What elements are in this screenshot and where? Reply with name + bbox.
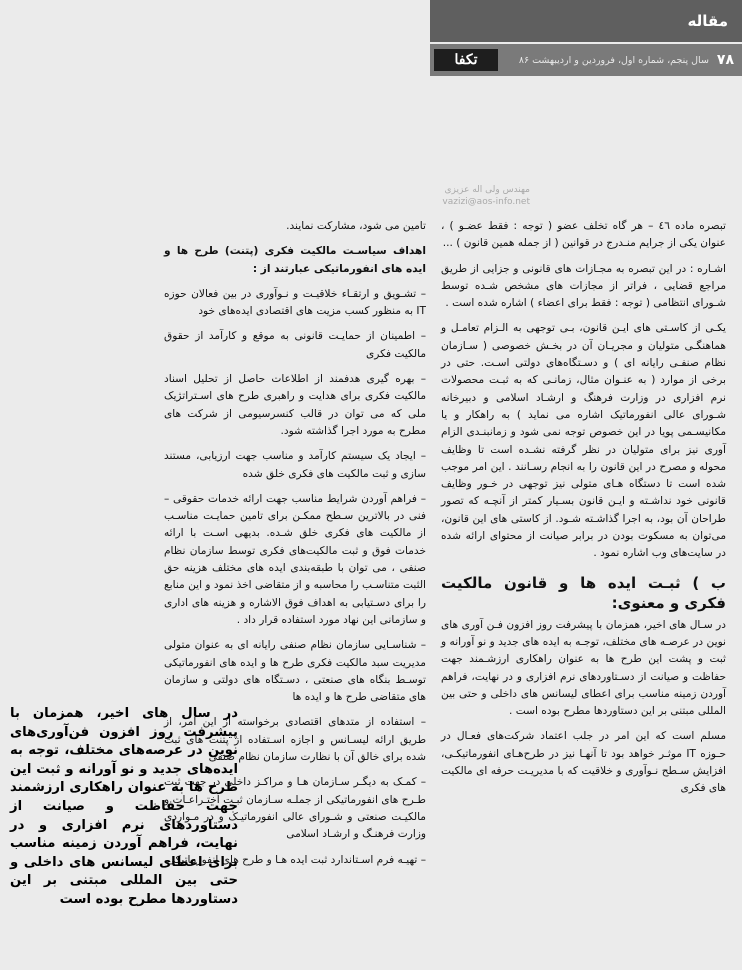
page-number: ۷۸ — [716, 52, 734, 68]
pull-quote: در سال های اخیر، همزمان با پیشرفت روز افزون فن‌آوری‌های نوین در عرصه‌های مختلف، توجه به ایده‌های جدید و نو آورانه و ثبت این طرح ها به عنوان راهکاری ارزشمند جهت حفاظت و صیانت از دستاوردهای نرم افزاری و در نهایت، فراهم آوردن زمینه مناسب برای اعطای لیسانس های داخلی و حتی بین المللی مبتنی بر این دستاوردها مطرح بوده است — [10, 706, 238, 907]
paragraph: اشـاره : در این تبصره به مجـازات های قانونی و جزایی از طریق مراجع قضایی ، فراتر از مجازات های مشخص شـده توسط شـورای انتظامی ( توجه : فقط برای اعضاء ) اشاره شده است . — [441, 262, 726, 310]
author-email: vazizi@aos-info.net — [442, 197, 530, 207]
list-item: – فراهم آوردن شرایط مناسب جهت ارائه خدمات حقوقی – فنی در بالاترین سـطح ممکـن برای تامین حمایـت مناسـب از مالکیت های فکری خلق شـده. بدیهی اسـت با ارائه خدمات فوق و ثبت مالکیت‌های فکری توسط سازمان نظام صنفی ، می توان با طبقه‌بندی ایده های مختلف هزینه حق الثبت متناسـب را محاسبه و از متقاضی اخذ نمود و این منابع را برای دسـتیابی به اهداف فوق الاشاره و هزینه های اداری و سازمانی این نهاد مورد استفاده قرار داد . — [164, 492, 426, 626]
issue-bar — [430, 44, 742, 76]
list-item: – بهره گیری هدفمند از اطلاعات حاصل از تحلیل اسناد مالکیت فکری برای هدایت و راهبری طرح های اسـتراتژیک ملی که می توان در قالب کنسرسیومی از شرکت های مطرح به مورد اجرا گذاشته شود. — [164, 373, 426, 437]
list-item: – استفاده از متدهای اقتصادی برخواسته از این امر، از طریق ارائه لیسـانس و اجازه اسـتفاده از پتنت های ثبت شده برای خالق آن با نظارت سازمان نظام صنفی — [164, 716, 426, 764]
paragraph: در سـال های اخیر، همزمان با پیشرفت روز افزون فـن آوری های نوین در عرصـه های مختلف، توجـه به ایده های جدید و نو آورانه و ثبت و پشت این طرح ها به عنوان راهکاری ارزشـمند جهت حفاظت و صیانت از دسـتاوردهای نرم افزاری و در نهایت، فراهم آوردن زمینه مناسب برای اعطای لیسانس های داخلی و حتی بین المللی مبتنی بر این دستاوردها مطرح بوده است . — [441, 618, 726, 718]
paragraph: تبصره ماده ٤٦ – هر گاه تخلف عضو ( توجه : فقط عضـو ) ، عنوان یکی از جرایم منـدرج در قوانین ( از جمله همین قانون ) ... — [441, 220, 726, 250]
author-name: مهندس ولی اله عزیزی — [444, 185, 530, 195]
section-header-bar — [430, 0, 742, 42]
list-item: – شناسـایی سازمان نظام صنفی رایانه ای به عنوان متولی مدیریت سبد مالکیت فکری طرح ها و ایده های انفورماتیکی توسـط بنگاه های صنعتی ، دسـتگاه های دولتی و سازمان های متقاضی طرح ها و ایده ها — [164, 639, 426, 704]
list-title: اهداف سیاسـت مالکیت فکری (پتنت) طرح ها و ایده های انفورماتیکی عبارتند از : — [164, 245, 426, 275]
issue-info: سال پنجم، شماره اول، فروردین و اردیبهشت ۸۶ — [518, 54, 709, 66]
author-note — [410, 184, 530, 208]
right-column — [441, 218, 726, 806]
paragraph: تامین می شود، مشارکت نمایند. — [286, 220, 426, 232]
list-item: – تهیـه فرم اسـتاندارد ثبت ایده هـا و طرح های انفورماتیکی — [166, 853, 426, 866]
section-heading: ب ) ثبـت ایده ها و قانون مالکیت فکری و معنوی: — [441, 573, 726, 612]
section-label: مقاله — [687, 12, 728, 30]
paragraph: یکـی از کاسـتی های ایـن قانون، بـی توجهی به الـزام تعامـل و هماهنگـی متولیان و مجریـان آن در بخـش خصوصی ( سـازمان نظام صنفـی رایانه ای ) و دسـتگاه‌های دولتی اسـت. حتی در برخی از موارد ( به عنـوان مثال، زمانـی که به ثبـت محصولات نرم افزاری در وزارت فرهنگ و ارشـاد اسلامی و دبیرخانه شـورای عالی انفورماتیک اشاره می نماید ) به راهکار و یا مکانیسـمی پویا در این خصوص توجه نمی شود و زمانبنـدی الزام آوری نیز برای متولیان در نظر گرفته نشـده است تا وظایف محوله و مصرح در این قانون را به انجام رسـانند . این امر موجب شده است تا دستگاه هـای متولی نیز توجهی در خـور وظایف قانونی خود نداشـته و ایـن قانون بسـیار کمتر از آنچـه که تصور طراحان آن بود، به اجرا گذاشـته شـود. از کاستی های این قانون، می‌توان به مسکوت بودن در برابر صیانت از محتوای ارائه شده در سایت‌های وب اشاره نمود . — [441, 322, 726, 560]
magazine-logo: تکفا — [434, 49, 498, 71]
paragraph: مسلم است که این امر در جلب اعتماد شرکت‌های فعـال در حـوزه IT موثـر خواهد بود تا آنهـا نیز در طرح‌هـای انفورماتیکـی، افزایش سـطح نـوآوری و خلاقیت که با مدیریـت حرفه ای مالکیت های فکری — [441, 730, 726, 795]
list-item: – کمـک به دیگـر سـازمان هـا و مراکـز داخلی در جهت ثبت طـرح های انفورماتیکی از جملـه سـازمان ثبـت اختـراعـات و مالکیـت صنعتی و شـورای عالی انفورماتیـک و در مـوارد‌ی وزارت فرهنـگ و ارشـاد اسلامی — [164, 776, 426, 841]
list-item: – ایجاد یک سیستم کارآمد و مناسب جهت ارزیابی، مستند سازی و ثبت مالکیت های فکری خلق شده — [164, 450, 426, 480]
list-item: – تشـویق و ارتقـاء خلاقیـت و نـوآوری در بین فعالان حوزه IT به منظور کسب مزیت های اقتصادی ایده‌های خود — [164, 287, 426, 318]
list-item: – اطمینان از حمایـت قانونی به موقع و کارآمد از حقوق مالکیت فکری — [164, 330, 426, 360]
